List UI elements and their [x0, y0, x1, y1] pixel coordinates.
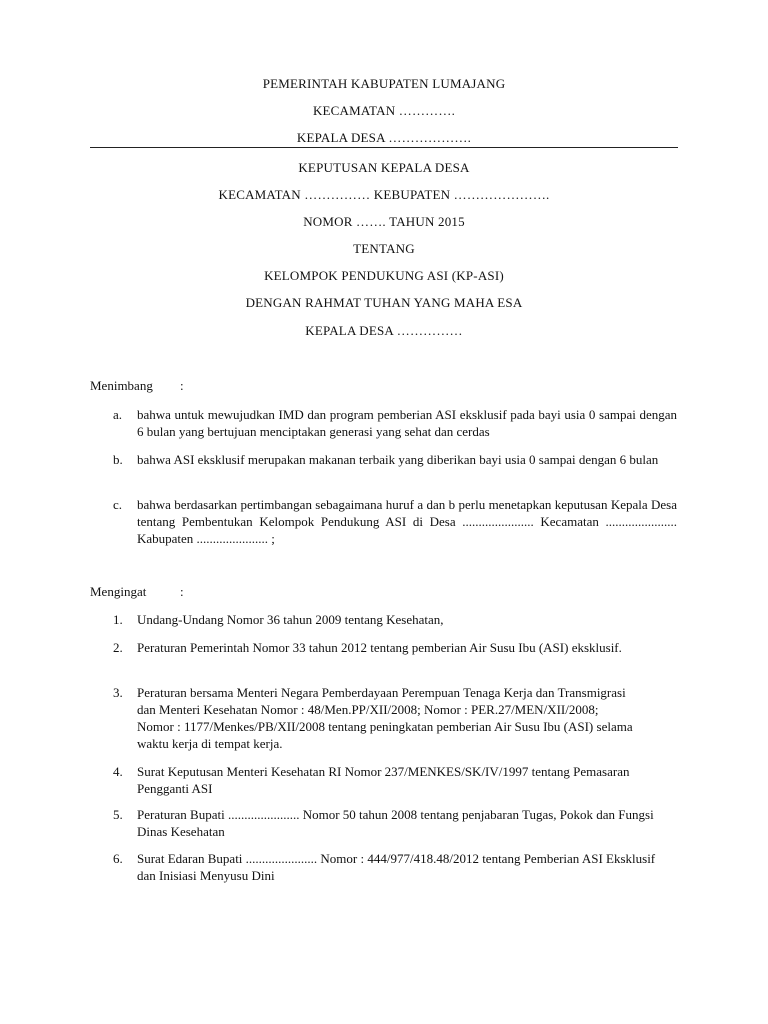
- decree-invocation: DENGAN RAHMAT TUHAN YANG MAHA ESA: [245, 295, 523, 310]
- header-kepala-desa: KEPALA DESA ……………….: [296, 130, 472, 145]
- list-marker: 6.: [113, 851, 123, 866]
- mengingat-item-5: [113, 806, 677, 840]
- list-marker: 5.: [113, 807, 123, 822]
- header-divider: [90, 147, 678, 148]
- menimbang-item-c: [113, 496, 677, 547]
- mengingat-item-1: [113, 611, 677, 628]
- mengingat-item-2: [113, 639, 677, 656]
- list-item-text: Surat Edaran Bupati ...................... Nomor : 444/977/418.48/2012 tentang Pemberian ASI Eksklusif dan Inisiasi Menyusu Dini: [137, 851, 656, 883]
- menimbang-colon: :: [180, 378, 184, 393]
- decree-number: NOMOR ……. TAHUN 2015: [303, 214, 465, 229]
- list-marker: b.: [113, 452, 123, 467]
- decree-location: KECAMATAN …………… KEBUPATEN ………………….: [218, 187, 550, 202]
- list-marker: 4.: [113, 764, 123, 779]
- mengingat-item-4: [113, 763, 677, 797]
- menimbang-label: Menimbang: [90, 378, 153, 393]
- header-government: PEMERINTAH KABUPATEN LUMAJANG: [262, 76, 506, 91]
- menimbang-item-b: [113, 451, 677, 468]
- list-marker: 1.: [113, 612, 123, 627]
- mengingat-label: Mengingat: [90, 584, 147, 599]
- list-item-text: Peraturan Bupati ...................... Nomor 50 tahun 2008 tentang penjabaran Tugas, Pokok dan Fungsi Dinas Kesehatan: [137, 807, 654, 839]
- decree-signatory: KEPALA DESA ……………: [305, 323, 463, 338]
- list-marker: 3.: [113, 685, 123, 700]
- decree-title: KEPUTUSAN KEPALA DESA: [298, 160, 470, 175]
- decree-subject: KELOMPOK PENDUKUNG ASI (KP-ASI): [264, 268, 504, 283]
- list-item-text: bahwa ASI eksklusif merupakan makanan terbaik yang diberikan bayi usia 0 sampai dengan 6 bulan: [137, 452, 659, 467]
- list-marker: c.: [113, 497, 123, 512]
- list-marker: 2.: [113, 640, 123, 655]
- mengingat-colon: :: [180, 584, 184, 599]
- list-item-text: Peraturan bersama Menteri Negara Pemberdayaan Perempuan Tenaga Kerja dan Transmigrasi dan Menteri Kesehatan Nomor : 48/Men.PP/XII/2008; Nomor : PER.27/MEN/XII/2008; Nomor : 1177/Menkes/PB/XII/2008 tentang peningkatan pemberian Air Susu Ibu (ASI) selama waktu kerja di tempat kerja.: [137, 685, 633, 751]
- list-item-text: Undang-Undang Nomor 36 tahun 2009 tentang Kesehatan,: [137, 612, 444, 627]
- mengingat-item-3: [113, 684, 677, 752]
- list-marker: a.: [113, 407, 123, 422]
- header-kecamatan: KECAMATAN ………….: [312, 103, 456, 118]
- list-item-text: Peraturan Pemerintah Nomor 33 tahun 2012 tentang pemberian Air Susu Ibu (ASI) eksklusif.: [137, 640, 622, 655]
- decree-about-label: TENTANG: [353, 241, 415, 256]
- list-item-text: Surat Keputusan Menteri Kesehatan RI Nomor 237/MENKES/SK/IV/1997 tentang Pemasaran Pengganti ASI: [137, 764, 630, 796]
- list-item-text: bahwa untuk mewujudkan IMD dan program pemberian ASI eksklusif pada bayi usia 0 sampai dengan 6 bulan yang bertujuan menciptakan generasi yang sehat dan cerdas: [137, 407, 677, 439]
- mengingat-item-6: [113, 850, 677, 884]
- menimbang-item-a: [113, 406, 677, 440]
- list-item-text: bahwa berdasarkan pertimbangan sebagaimana huruf a dan b perlu menetapkan keputusan Kepala Desa tentang Pembentukan Kelompok Pendukung ASI di Desa ...................... Kecamatan ...................... Kabupaten ...................... ;: [137, 497, 677, 546]
